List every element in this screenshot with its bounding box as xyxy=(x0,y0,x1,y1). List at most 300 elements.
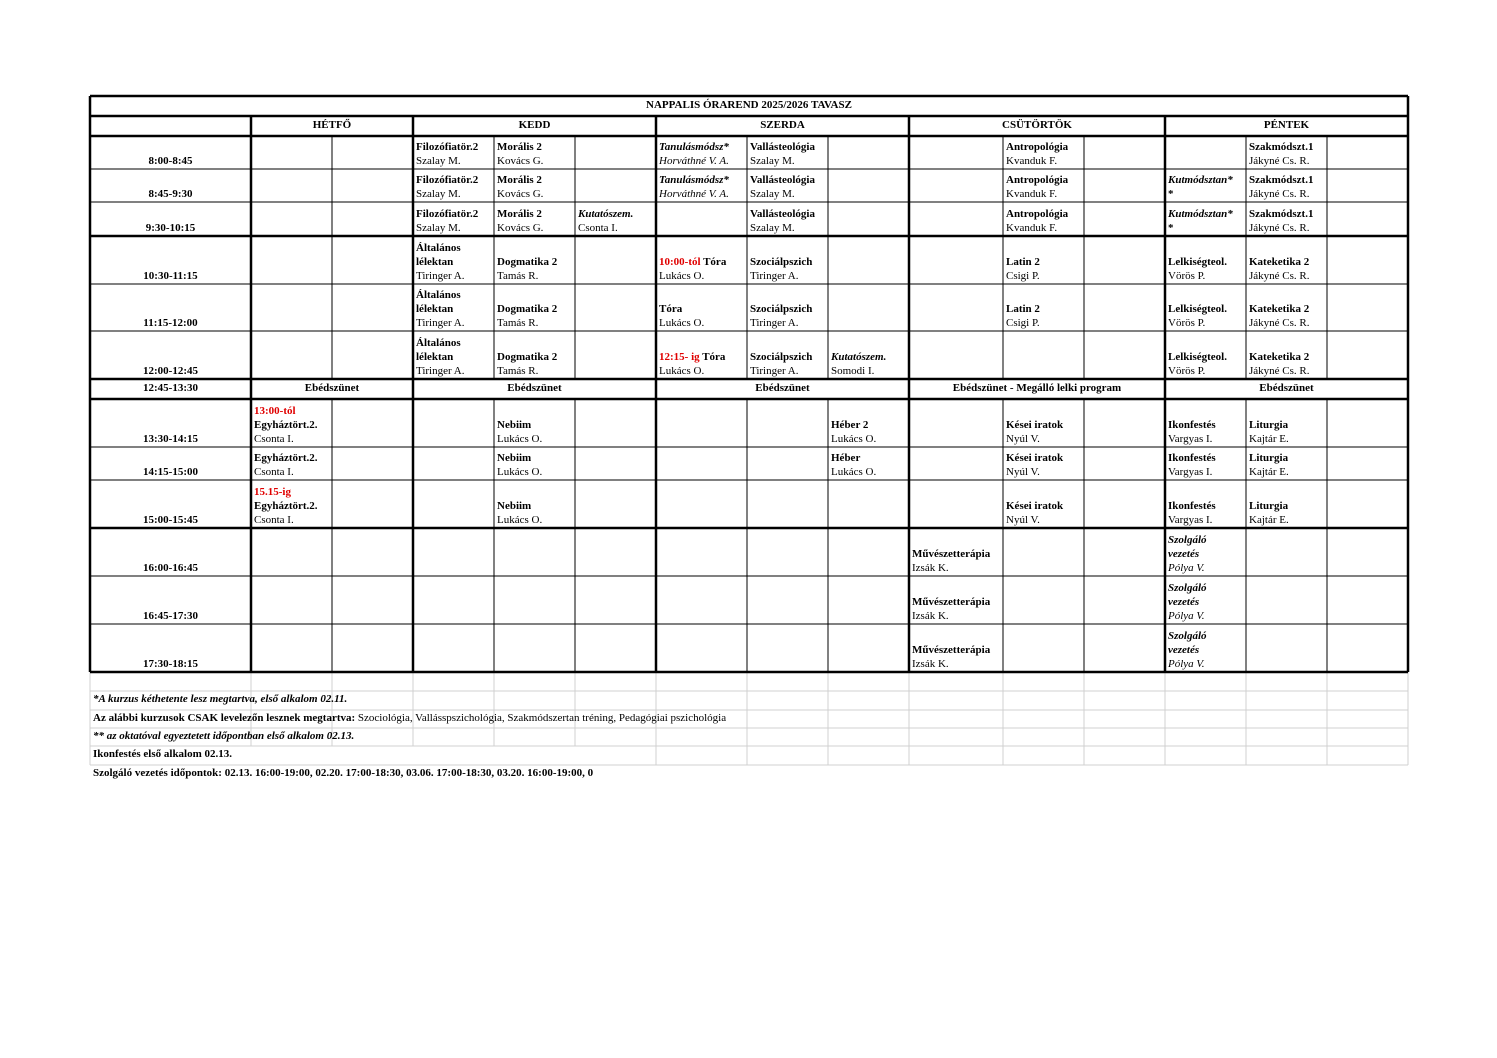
time-slot-label: 17:30-18:15 xyxy=(143,658,198,670)
course-cell xyxy=(1003,447,1084,480)
course-line xyxy=(1249,451,1324,465)
course-line xyxy=(1006,432,1081,446)
course-line xyxy=(416,316,491,330)
course-cell xyxy=(747,202,828,236)
time-slot xyxy=(90,480,251,528)
course-text: Lukács O. xyxy=(497,514,543,526)
course-text: Szalay M. xyxy=(416,222,461,234)
course-line xyxy=(1168,465,1243,479)
time-slot-label: 13:30-14:15 xyxy=(143,433,198,445)
course-line xyxy=(659,316,744,330)
course-line xyxy=(1249,255,1324,269)
course-text: Kovács G. xyxy=(497,188,544,200)
course-line xyxy=(1249,364,1324,378)
course-line xyxy=(1168,609,1243,623)
course-line xyxy=(254,404,329,418)
course-cell xyxy=(494,331,575,379)
course-cell xyxy=(747,136,828,169)
course-line xyxy=(1006,302,1081,316)
course-text: Csonta I. xyxy=(578,222,618,234)
course-line xyxy=(750,207,825,221)
footnote-text: Szolgáló vezetés időpontok: 02.13. 16:00-19:00, 02.20. 17:00-18:30, 03.06. 17:00-18:30, 03.20. 16:00-19:00, 0 xyxy=(93,767,594,779)
course-line xyxy=(497,221,572,235)
course-cell xyxy=(1003,236,1084,284)
course-line xyxy=(659,154,744,168)
course-line xyxy=(831,451,906,465)
course-text: Tamás R. xyxy=(497,317,539,329)
course-text: Tanulásmódsz* xyxy=(659,174,729,186)
course-text: Szakmódszt.1 xyxy=(1249,208,1314,220)
course-text: * xyxy=(1168,222,1174,234)
course-text: Szociálpszich xyxy=(750,256,813,268)
course-text: Általános xyxy=(416,337,461,349)
course-cell xyxy=(909,528,1003,576)
course-line xyxy=(1006,451,1081,465)
course-line xyxy=(1006,269,1081,283)
course-line xyxy=(1249,499,1324,513)
footnote-text: Az alábbi kurzusok CSAK levelezőn lesznek megtartva: xyxy=(93,712,358,724)
course-text: Csonta I. xyxy=(254,433,294,445)
course-text: Szakmódszt.1 xyxy=(1249,141,1314,153)
course-text: Jákyné Cs. R. xyxy=(1249,317,1310,329)
lunch-break-hetfo: Ebédszünet xyxy=(304,382,360,394)
day-header-pentek: PÉNTEK xyxy=(1263,119,1310,131)
course-line xyxy=(416,221,491,235)
course-text: Kajtár E. xyxy=(1249,433,1289,445)
course-line xyxy=(416,288,491,302)
course-text: Szalay M. xyxy=(750,188,795,200)
course-line xyxy=(750,255,825,269)
course-line xyxy=(659,364,744,378)
course-cell xyxy=(1165,576,1246,624)
course-cell xyxy=(656,331,747,379)
course-line xyxy=(416,187,491,201)
course-cell xyxy=(1246,136,1327,169)
course-text: Jákyné Cs. R. xyxy=(1249,155,1310,167)
course-line xyxy=(497,255,572,269)
course-text: Tóra xyxy=(700,256,727,268)
course-line xyxy=(254,418,329,432)
course-text: Szociálpszich xyxy=(750,351,813,363)
course-line xyxy=(1249,302,1324,316)
course-text: Liturgia xyxy=(1249,419,1289,431)
course-line xyxy=(416,207,491,221)
course-text: Művészetterápia xyxy=(912,548,991,560)
course-cell xyxy=(413,331,494,379)
course-text: Kutmódsztan* xyxy=(1168,174,1233,186)
course-line xyxy=(1249,418,1324,432)
course-line xyxy=(497,302,572,316)
course-line xyxy=(1168,513,1243,527)
course-line xyxy=(1168,499,1243,513)
course-line xyxy=(831,465,906,479)
course-line xyxy=(1006,499,1081,513)
time-slot xyxy=(90,447,251,480)
course-line xyxy=(497,418,572,432)
course-line xyxy=(1168,302,1243,316)
course-line xyxy=(750,140,825,154)
course-text: Liturgia xyxy=(1249,452,1289,464)
course-line xyxy=(497,173,572,187)
course-line xyxy=(1249,154,1324,168)
course-line xyxy=(1168,432,1243,446)
course-line xyxy=(1006,140,1081,154)
course-text: Kajtár E. xyxy=(1249,466,1289,478)
course-line xyxy=(1006,221,1081,235)
course-line xyxy=(659,302,744,316)
course-cell xyxy=(1165,480,1246,528)
course-text: Tóra xyxy=(699,351,726,363)
course-text: Lukács O. xyxy=(497,433,543,445)
course-line xyxy=(1168,547,1243,561)
time-slot-label: 15:00-15:45 xyxy=(143,514,198,526)
course-line xyxy=(1168,581,1243,595)
course-text: Vallásteológia xyxy=(750,208,815,220)
course-text: Kovács G. xyxy=(497,222,544,234)
course-cell xyxy=(1003,480,1084,528)
course-cell xyxy=(1165,236,1246,284)
course-line xyxy=(254,451,329,465)
course-text: Pólya V. xyxy=(1168,562,1205,574)
course-cell xyxy=(1165,624,1246,672)
course-line xyxy=(416,140,491,154)
course-cell xyxy=(413,136,494,169)
course-text: Jákyné Cs. R. xyxy=(1249,188,1310,200)
course-text: Tamás R. xyxy=(497,270,539,282)
course-text: Antropológia xyxy=(1006,208,1069,220)
course-line xyxy=(1168,451,1243,465)
footnote-text: Ikonfestés első alkalom 02.13. xyxy=(93,748,233,760)
course-text: Filozófiatör.2 xyxy=(416,174,479,186)
lunch-break-kedd: Ebédszünet xyxy=(507,382,562,394)
course-cell xyxy=(1165,169,1246,202)
course-text: Kateketika 2 xyxy=(1249,351,1310,363)
course-line xyxy=(254,513,329,527)
course-text: Vörös P. xyxy=(1168,317,1206,329)
course-text: 13:00-tól xyxy=(254,405,296,417)
course-text: Tiringer A. xyxy=(750,365,799,377)
course-cell xyxy=(1246,480,1327,528)
course-line xyxy=(497,465,572,479)
time-slot xyxy=(90,576,251,624)
course-cell xyxy=(251,447,332,480)
course-text: Dogmatika 2 xyxy=(497,303,558,315)
course-text: Kutatószem. xyxy=(578,208,634,220)
course-cell xyxy=(909,576,1003,624)
footnote xyxy=(90,691,1408,710)
footnote xyxy=(90,710,1408,728)
course-text: Latin 2 xyxy=(1006,303,1040,315)
course-line xyxy=(497,269,572,283)
course-line xyxy=(750,173,825,187)
time-slot-label: 8:00-8:45 xyxy=(148,155,193,167)
course-line xyxy=(1168,657,1243,671)
course-text: Csigi P. xyxy=(1006,317,1040,329)
course-line xyxy=(1168,533,1243,547)
course-text: Lukács O. xyxy=(497,466,543,478)
course-text: Szalay M. xyxy=(416,188,461,200)
course-line xyxy=(254,432,329,446)
course-text: Antropológia xyxy=(1006,141,1069,153)
course-line xyxy=(497,513,572,527)
course-text: Tóra xyxy=(659,303,683,315)
course-cell xyxy=(494,136,575,169)
course-line xyxy=(750,350,825,364)
course-line xyxy=(416,241,491,255)
course-cell xyxy=(1246,169,1327,202)
course-text: Vallásteológia xyxy=(750,141,815,153)
course-line xyxy=(750,302,825,316)
course-text: Szolgáló xyxy=(1168,630,1207,642)
course-line xyxy=(497,207,572,221)
footnote xyxy=(90,728,1408,746)
course-line xyxy=(1168,221,1243,235)
course-text: Ikonfestés xyxy=(1168,452,1216,464)
course-cell xyxy=(828,399,909,447)
course-line xyxy=(416,336,491,350)
course-text: Héber 2 xyxy=(831,419,869,431)
course-text: Szolgáló xyxy=(1168,534,1207,546)
course-line xyxy=(912,595,1000,609)
course-line xyxy=(912,609,1000,623)
course-line xyxy=(750,364,825,378)
course-text: Csonta I. xyxy=(254,514,294,526)
course-text: lélektan xyxy=(416,303,454,315)
course-line xyxy=(1249,432,1324,446)
course-line xyxy=(1249,465,1324,479)
time-slot-label: 12:00-12:45 xyxy=(143,365,198,377)
course-line xyxy=(831,432,906,446)
course-text: Tiringer A. xyxy=(416,317,465,329)
course-cell xyxy=(1246,399,1327,447)
course-text: Latin 2 xyxy=(1006,256,1040,268)
course-cell xyxy=(251,480,332,528)
course-text: vezetés xyxy=(1168,644,1200,656)
course-line xyxy=(497,316,572,330)
course-text: Lelkiségteol. xyxy=(1168,351,1227,363)
course-text: Kutmódsztan* xyxy=(1168,208,1233,220)
course-line xyxy=(659,350,744,364)
course-text: Lelkiségteol. xyxy=(1168,303,1227,315)
time-slot-label: 9:30-10:15 xyxy=(145,222,196,234)
course-text: Jákyné Cs. R. xyxy=(1249,365,1310,377)
course-line xyxy=(1168,595,1243,609)
course-text: Ikonfestés xyxy=(1168,419,1216,431)
course-text: Művészetterápia xyxy=(912,596,991,608)
course-text: Tamás R. xyxy=(497,365,539,377)
course-cell xyxy=(656,169,747,202)
course-cell xyxy=(1003,136,1084,169)
course-cell xyxy=(494,480,575,528)
time-slot xyxy=(90,284,251,331)
course-line xyxy=(1249,207,1324,221)
course-text: Nebiim xyxy=(497,419,532,431)
course-text: Kései iratok xyxy=(1006,452,1064,464)
course-line xyxy=(659,140,744,154)
course-cell xyxy=(1165,331,1246,379)
course-text: Kvanduk F. xyxy=(1006,155,1058,167)
day-header-csutortok: CSÜTÖRTÖK xyxy=(1002,119,1072,131)
course-text: Nyúl V. xyxy=(1006,433,1040,445)
course-line xyxy=(831,364,906,378)
course-text: Lukács O. xyxy=(659,365,705,377)
course-cell xyxy=(1165,528,1246,576)
time-slot xyxy=(90,399,251,447)
course-text: Kvanduk F. xyxy=(1006,222,1058,234)
course-line xyxy=(416,302,491,316)
course-cell xyxy=(1246,331,1327,379)
course-line xyxy=(497,499,572,513)
course-line xyxy=(254,485,329,499)
course-cell xyxy=(1246,447,1327,480)
course-text: Izsák K. xyxy=(912,658,949,670)
lunch-break-szerda: Ebédszünet xyxy=(755,382,810,394)
course-text: Liturgia xyxy=(1249,500,1289,512)
course-cell xyxy=(494,169,575,202)
time-slot xyxy=(90,136,251,169)
course-line xyxy=(416,364,491,378)
course-line xyxy=(416,255,491,269)
time-slot-label: 10:30-11:15 xyxy=(143,270,198,282)
course-text: Kajtár E. xyxy=(1249,514,1289,526)
course-line xyxy=(578,207,653,221)
time-slot-label: 8:45-9:30 xyxy=(148,188,193,200)
course-cell xyxy=(1003,202,1084,236)
course-line xyxy=(659,269,744,283)
course-text: Filozófiatör.2 xyxy=(416,141,479,153)
course-cell xyxy=(494,399,575,447)
course-cell xyxy=(747,169,828,202)
course-line xyxy=(1006,207,1081,221)
course-text: Vargyas I. xyxy=(1168,433,1213,445)
time-slot-label: 16:00-16:45 xyxy=(143,562,198,574)
footnote-text: ** az oktatóval egyeztetett időpontban első alkalom 02.13. xyxy=(93,730,355,742)
course-cell xyxy=(828,331,909,379)
course-line xyxy=(831,350,906,364)
course-text: Művészetterápia xyxy=(912,644,991,656)
course-line xyxy=(1006,154,1081,168)
course-text: Héber xyxy=(831,452,861,464)
course-line xyxy=(497,364,572,378)
course-cell xyxy=(1246,284,1327,331)
course-text: Horváthné V. A. xyxy=(659,155,729,167)
course-line xyxy=(831,418,906,432)
time-slot-label: 11:15-12:00 xyxy=(143,317,198,329)
course-text: Kutatószem. xyxy=(831,351,887,363)
day-header-kedd: KEDD xyxy=(518,119,551,131)
course-line xyxy=(912,657,1000,671)
course-line xyxy=(1249,350,1324,364)
course-text: Általános xyxy=(416,289,461,301)
course-line xyxy=(750,316,825,330)
course-cell xyxy=(1165,447,1246,480)
course-cell xyxy=(494,202,575,236)
course-line xyxy=(1168,207,1243,221)
course-line xyxy=(1168,255,1243,269)
course-text: Jákyné Cs. R. xyxy=(1249,222,1310,234)
course-cell xyxy=(413,202,494,236)
course-text: Lukács O. xyxy=(659,317,705,329)
course-cell xyxy=(1003,284,1084,331)
course-line xyxy=(1249,140,1324,154)
course-cell xyxy=(747,331,828,379)
course-cell xyxy=(1003,169,1084,202)
course-text: Tanulásmódsz* xyxy=(659,141,729,153)
course-text: Egyháztört.2. xyxy=(254,419,318,431)
course-line xyxy=(750,187,825,201)
course-line xyxy=(1168,364,1243,378)
course-text: Lukács O. xyxy=(831,466,877,478)
course-cell xyxy=(1165,202,1246,236)
course-text: Dogmatika 2 xyxy=(497,256,558,268)
course-line xyxy=(1168,173,1243,187)
time-slot-label: 16:45-17:30 xyxy=(143,610,198,622)
course-cell xyxy=(656,136,747,169)
course-text: Vargyas I. xyxy=(1168,514,1213,526)
course-line xyxy=(497,187,572,201)
course-line xyxy=(416,350,491,364)
footnote-text: *A kurzus kéthetente lesz megtartva, első alkalom 02.11. xyxy=(93,693,348,705)
course-line xyxy=(1168,561,1243,575)
time-slot xyxy=(90,331,251,379)
course-line xyxy=(912,643,1000,657)
course-text: Tiringer A. xyxy=(416,270,465,282)
time-slot xyxy=(90,169,251,202)
time-slot xyxy=(90,236,251,284)
course-line xyxy=(1006,513,1081,527)
course-text: Morális 2 xyxy=(497,174,542,186)
course-text: Tiringer A. xyxy=(750,317,799,329)
timetable-title: NAPPALIS ÓRAREND 2025/2026 TAVASZ xyxy=(646,99,852,111)
course-cell xyxy=(1165,399,1246,447)
course-line xyxy=(1006,255,1081,269)
course-text: Kateketika 2 xyxy=(1249,256,1310,268)
course-text: Szociálpszich xyxy=(750,303,813,315)
course-line xyxy=(497,451,572,465)
course-cell xyxy=(575,202,656,236)
course-text: Izsák K. xyxy=(912,562,949,574)
course-text: Lukács O. xyxy=(831,433,877,445)
course-cell xyxy=(656,284,747,331)
course-text: Általános xyxy=(416,242,461,254)
course-text: Kateketika 2 xyxy=(1249,303,1310,315)
course-line xyxy=(416,154,491,168)
course-line xyxy=(912,561,1000,575)
time-slot xyxy=(90,202,251,236)
course-line xyxy=(1249,269,1324,283)
course-cell xyxy=(494,284,575,331)
course-text: Izsák K. xyxy=(912,610,949,622)
course-text: Vörös P. xyxy=(1168,365,1206,377)
course-text: Tiringer A. xyxy=(750,270,799,282)
course-cell xyxy=(1003,399,1084,447)
course-text: Szakmódszt.1 xyxy=(1249,174,1314,186)
course-text: Csonta I. xyxy=(254,466,294,478)
course-line xyxy=(659,173,744,187)
time-slot xyxy=(90,528,251,576)
course-text: Dogmatika 2 xyxy=(497,351,558,363)
course-text: Pólya V. xyxy=(1168,610,1205,622)
course-text: Nyúl V. xyxy=(1006,466,1040,478)
course-text: Morális 2 xyxy=(497,141,542,153)
time-slot xyxy=(90,624,251,672)
course-text: * xyxy=(1168,188,1174,200)
time-slot: 12:45-13:30 xyxy=(143,382,198,394)
course-text: Lukács O. xyxy=(659,270,705,282)
course-line xyxy=(1249,173,1324,187)
course-line xyxy=(750,154,825,168)
course-cell xyxy=(747,284,828,331)
